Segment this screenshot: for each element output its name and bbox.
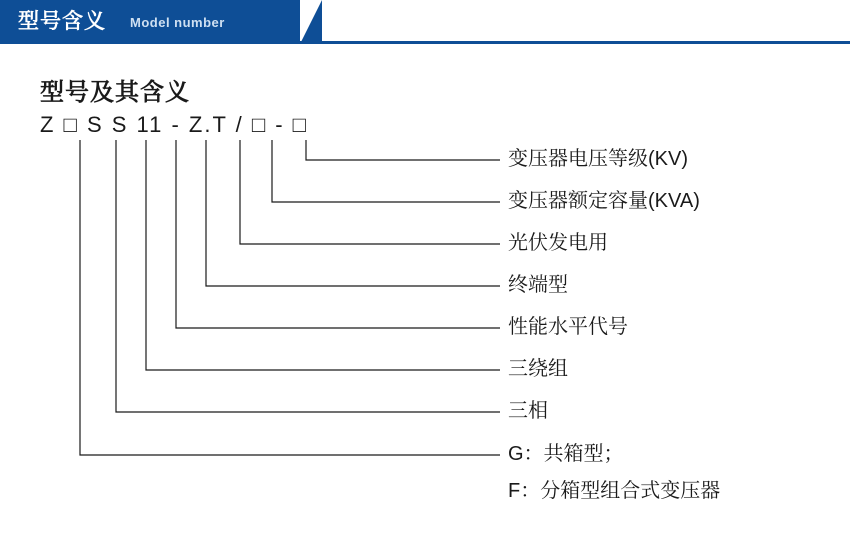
header-title-cn: 型号含义 [18,10,106,33]
header-underline [0,41,850,44]
page-header [0,0,850,44]
callout-label-voltage: 变压器电压等级(KV) [508,148,688,170]
header-title-en: Model number [130,15,225,30]
callout-label-capacity: 变压器额定容量(KVA) [508,190,700,212]
callout-label-perf: 性能水平代号 [508,316,628,338]
section-title: 型号及其含义 [40,79,190,106]
callout-label-terminal: 终端型 [508,274,568,296]
callout-label-phase: 三相 [508,400,548,422]
callout-label-winding: 三绕组 [508,358,568,380]
callout-label-box-f: F：分箱型组合式变压器 [508,480,721,502]
model-code-text: Z □ S S 11 - Z.T / □ - □ [40,112,308,137]
callout-label-box-g: G：共箱型； [508,443,624,465]
callout-label-pv: 光伏发电用 [508,232,608,254]
